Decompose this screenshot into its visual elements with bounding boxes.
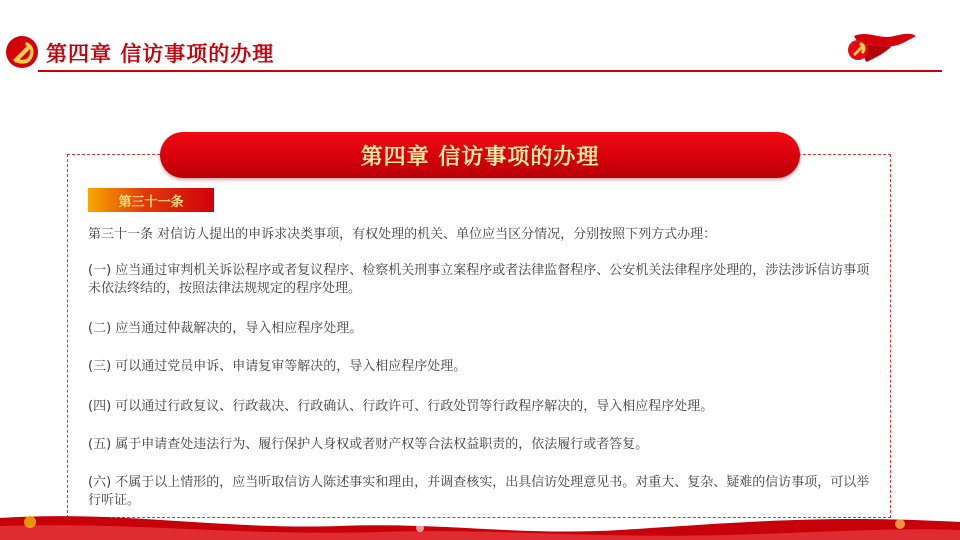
article-item-4: (四) 可以通过行政复议、行政裁决、行政确认、行政许可、行政处罚等行政程序解决的，导入相应程序处理。 — [88, 399, 714, 414]
header-divider — [38, 70, 942, 72]
chapter-title: 第四章 信访事项的办理 — [360, 144, 600, 170]
article-item-5: (五) 属于申请查处违法行为、履行保护人身权或者财产权等合法权益职责的，依法履行或者答复。 — [88, 437, 649, 452]
article-item-6: (六) 不属于以上情形的，应当听取信访人陈述事实和理由，并调查核实，出具信访处理意见书。对重大、复杂、疑难的信访事项，可以举行听证。 — [88, 475, 870, 508]
article-item-2: (二) 应当通过仲裁解决的，导入相应程序处理。 — [88, 321, 363, 336]
article-badge-label: 第三十一条 — [118, 194, 184, 210]
party-emblem-icon — [4, 34, 40, 70]
chapter-banner — [160, 132, 800, 178]
article-intro: 第三十一条 对信访人提出的申诉求决类事项，有权处理的机关、单位应当区分情况，分别按照下列方式办理： — [88, 227, 717, 242]
red-flag-torch-icon — [840, 28, 920, 70]
article-item-3: (三) 可以通过党员申诉、申请复审等解决的，导入相应程序处理。 — [88, 359, 467, 374]
decorative-bottom-band — [0, 512, 960, 540]
article-badge — [88, 188, 214, 212]
article-item-1: (一) 应当通过审判机关诉讼程序或者复议程序、检察机关刑事立案程序或者法律监督程序、公安机关法律程序处理的，涉法涉诉信访事项未依法终结的，按照法律法规规定的程序处理。 — [88, 263, 870, 296]
header-title: 第四章 信访事项的办理 — [46, 42, 275, 66]
